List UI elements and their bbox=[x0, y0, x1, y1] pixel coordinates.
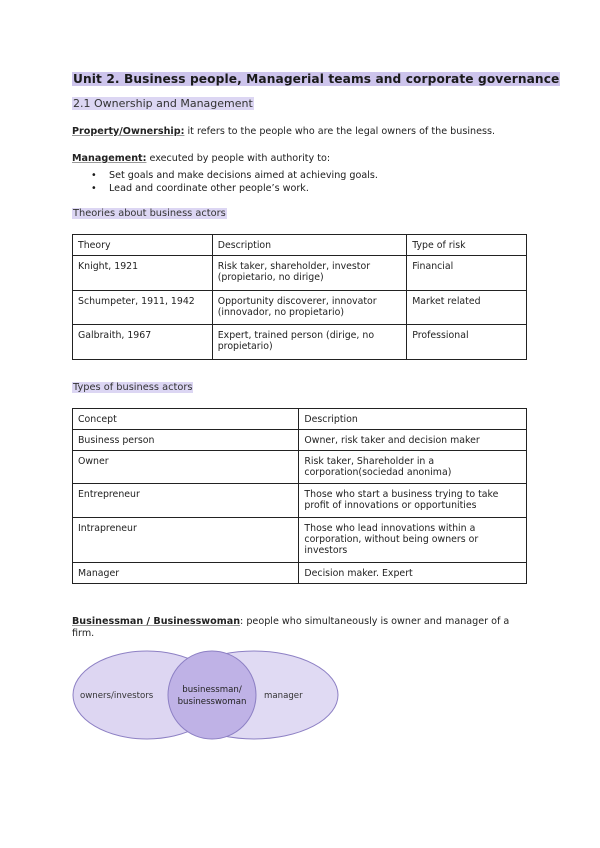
table-row bbox=[73, 484, 527, 518]
table-cell: Schumpeter, 1911, 1942 bbox=[73, 291, 213, 325]
venn-diagram bbox=[72, 648, 342, 748]
table-cell: Opportunity discoverer, innovator (innovador, no propietario) bbox=[212, 291, 406, 325]
property-text: it refers to the people who are the legal owners of the business. bbox=[184, 126, 496, 137]
table-header-cell: Type of risk bbox=[407, 235, 527, 256]
theories-title-text: Theories about business actors bbox=[73, 208, 226, 219]
section-heading bbox=[72, 97, 254, 111]
table-cell: Intrapreneur bbox=[73, 518, 299, 563]
table-row bbox=[73, 518, 527, 563]
table-row bbox=[73, 291, 527, 325]
table-row bbox=[73, 563, 527, 584]
table-cell: Entrepreneur bbox=[73, 484, 299, 518]
table-row bbox=[73, 325, 527, 360]
types-title-text: Types of business actors bbox=[73, 382, 193, 393]
table-cell: Owner bbox=[73, 451, 299, 484]
venn-intersection bbox=[168, 651, 256, 739]
management-bullet-list bbox=[72, 170, 378, 195]
venn-right-label: manager bbox=[264, 691, 303, 701]
businessman-term: Businessman / Businesswoman bbox=[72, 616, 241, 627]
table-row bbox=[73, 256, 527, 291]
table-header-cell: Description bbox=[299, 409, 527, 430]
venn-center-label-1: businessman/ bbox=[182, 685, 242, 695]
table-cell: Galbraith, 1967 bbox=[73, 325, 213, 360]
types-title bbox=[72, 381, 193, 394]
table-cell: Professional bbox=[407, 325, 527, 360]
table-cell: Risk taker, shareholder, investor (propietario, no dirige) bbox=[212, 256, 406, 291]
management-term: Management: bbox=[72, 153, 147, 164]
table-header-cell: Description bbox=[212, 235, 406, 256]
table-cell: Financial bbox=[407, 256, 527, 291]
theories-title bbox=[72, 207, 227, 220]
venn-left-label: owners/investors bbox=[80, 691, 154, 701]
property-term: Property/Ownership: bbox=[72, 126, 185, 137]
table-cell: Those who lead innovations within a corporation, without being owners or investors bbox=[299, 518, 527, 563]
list-item: • Lead and coordinate other people’s work. bbox=[72, 183, 378, 196]
section-heading-text: 2.1 Ownership and Management bbox=[73, 97, 253, 110]
table-cell: Decision maker. Expert bbox=[299, 563, 527, 584]
table-header-row bbox=[73, 235, 527, 256]
page-title bbox=[72, 72, 560, 87]
property-paragraph bbox=[72, 126, 495, 138]
table-cell: Expert, trained person (dirige, no propietario) bbox=[212, 325, 406, 360]
list-item: • Set goals and make decisions aimed at achieving goals. bbox=[72, 170, 378, 183]
table-cell: Owner, risk taker and decision maker bbox=[299, 430, 527, 451]
table-header-cell: Theory bbox=[73, 235, 213, 256]
management-paragraph bbox=[72, 153, 330, 165]
table-cell: Business person bbox=[73, 430, 299, 451]
types-table bbox=[72, 408, 527, 584]
table-cell: Those who start a business trying to take profit of innovations or opportunities bbox=[299, 484, 527, 518]
table-cell: Market related bbox=[407, 291, 527, 325]
businessman-paragraph bbox=[72, 616, 527, 640]
businessman-text: : people who simultaneously is owner and manager of a firm. bbox=[72, 616, 510, 639]
table-row bbox=[73, 451, 527, 484]
table-row bbox=[73, 430, 527, 451]
venn-center-label-2: businesswoman bbox=[177, 697, 247, 707]
table-cell: Risk taker, Shareholder in a corporation(sociedad anonima) bbox=[299, 451, 527, 484]
theories-table bbox=[72, 234, 527, 360]
page-title-text: Unit 2. Business people, Managerial teams and corporate governance bbox=[73, 72, 560, 86]
table-header-cell: Concept bbox=[73, 409, 299, 430]
management-text: executed by people with authority to: bbox=[146, 153, 331, 164]
table-cell: Knight, 1921 bbox=[73, 256, 213, 291]
table-header-row bbox=[73, 409, 527, 430]
table-cell: Manager bbox=[73, 563, 299, 584]
